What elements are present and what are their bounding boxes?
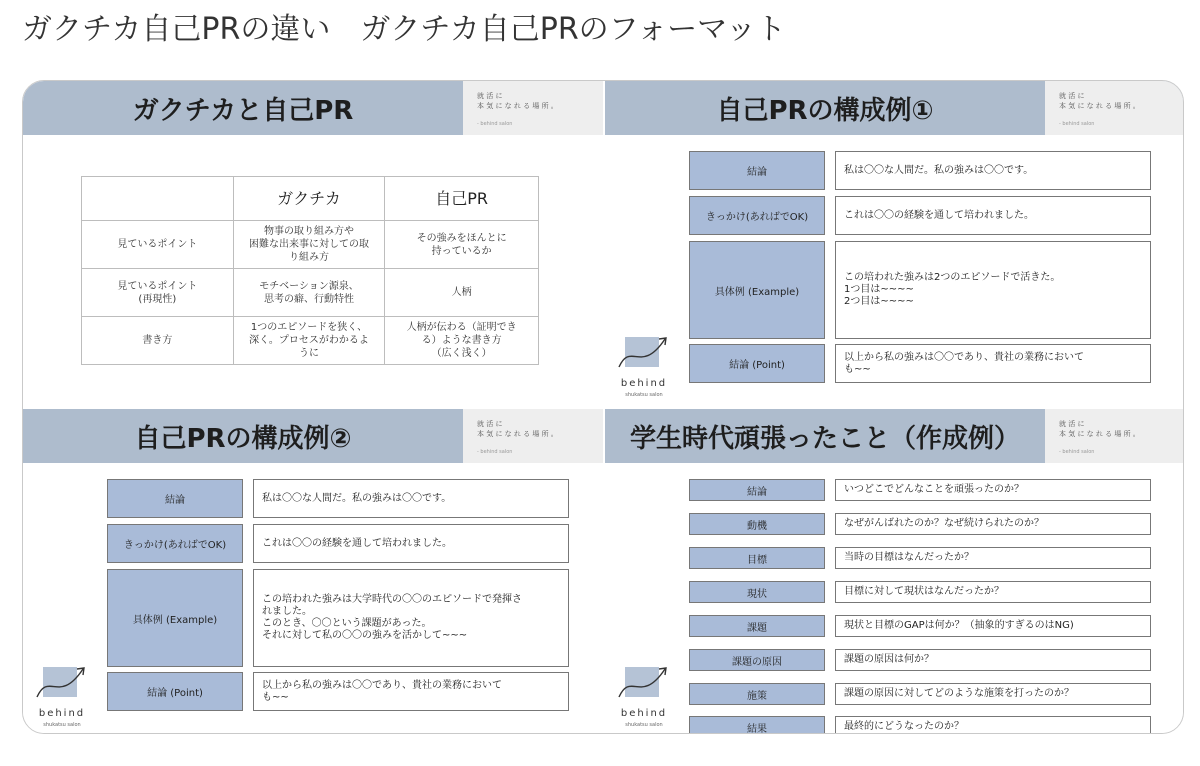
slide-header (605, 409, 1184, 463)
table-cell: 物事の取り組み方や 困難な出来事に対しての取 り組み方 (233, 221, 385, 269)
behind-logo (609, 661, 679, 733)
logo-mark-icon (617, 331, 673, 377)
slide-header (23, 409, 603, 463)
page-caption: ガクチカ自己PRの違い ガクチカ自己PRのフォーマット (22, 12, 786, 47)
logo-sub: shukatsu salon (43, 722, 81, 728)
row-text: 当時の目標はなんだったか？ (835, 547, 1151, 569)
table-row (82, 221, 539, 269)
row-label: 結論 (689, 479, 825, 501)
logo-sub: shukatsu salon (625, 392, 663, 398)
row-text: いつどこでどんなことを頑張ったのか？ (835, 479, 1151, 501)
slide-pr-structure-1 (605, 81, 1184, 407)
table-cell: 人柄 (385, 269, 539, 317)
row-text: 課題の原因は何か？ (835, 649, 1151, 671)
row-label: きっかけ(あればでOK) (689, 196, 825, 235)
table-row (82, 269, 539, 317)
logo-sub: shukatsu salon (625, 722, 663, 728)
tag-sub: - behind salon (1059, 121, 1095, 127)
table-row (82, 317, 539, 365)
row-label: 結論 (Point) (107, 672, 243, 711)
table-header-cell: 自己PR (385, 177, 539, 221)
row-text: 以上から私の強みは〇〇であり、貴社の業務において も~~ (835, 344, 1151, 383)
structure-row (107, 569, 569, 667)
table-header-row (82, 177, 539, 221)
row-label: 動機 (689, 513, 825, 535)
slide-pr-structure-2 (23, 409, 603, 734)
tag-line-1: 就 活 に (477, 420, 503, 428)
slides-board (22, 80, 1184, 734)
row-label: 施策 (689, 683, 825, 705)
slide-header (605, 81, 1184, 135)
structure-row (689, 196, 1151, 235)
structure-row (107, 524, 569, 563)
row-label: 現状 (689, 581, 825, 603)
row-text: この培われた強みは2つのエピソードで活きた。 1つ目は~~~~ 2つ目は~~~~ (835, 241, 1151, 339)
tag-sub: - behind salon (477, 449, 513, 455)
logo-word: behind (620, 378, 668, 389)
brand-tag (463, 409, 603, 463)
slide-gakuchika-example (605, 409, 1184, 734)
row-label: 結論 (Point) (689, 344, 825, 383)
row-label: 具体例 (Example) (689, 241, 825, 339)
table-cell: 書き方 (82, 317, 234, 365)
structure-row (689, 716, 1151, 734)
comparison-table (81, 176, 539, 365)
structure-row (107, 479, 569, 518)
table-cell: 見ているポイント (再現性) (82, 269, 234, 317)
row-label: 結論 (107, 479, 243, 518)
row-text: 最終的にどうなったのか？ (835, 716, 1151, 734)
structure-row (689, 513, 1151, 535)
structure-row (689, 683, 1151, 705)
slide-title: 自己PRの構成例② (134, 423, 352, 454)
slide-title: ガクチカと自己PR (132, 95, 354, 126)
behind-logo (609, 331, 679, 403)
tag-line-1: 就 活 に (1059, 92, 1085, 100)
table-cell: 見ているポイント (82, 221, 234, 269)
table-header-cell: ガクチカ (233, 177, 385, 221)
row-text: 私は〇〇な人間だ。私の強みは〇〇です。 (253, 479, 569, 518)
row-text: 私は〇〇な人間だ。私の強みは〇〇です。 (835, 151, 1151, 190)
structure-row (689, 479, 1151, 501)
structure-row (689, 547, 1151, 569)
row-label: きっかけ(あればでOK) (107, 524, 243, 563)
table-cell: その強みをほんとに 持っているか (385, 221, 539, 269)
row-text: なぜがんばれたのか？なぜ続けられたのか？ (835, 513, 1151, 535)
table-cell: モチベーション源泉、 思考の癖、行動特性 (233, 269, 385, 317)
structure-row (689, 151, 1151, 190)
row-label: 課題の原因 (689, 649, 825, 671)
structure-row (689, 241, 1151, 339)
row-text: これは〇〇の経験を通して培われました。 (253, 524, 569, 563)
tag-sub: - behind salon (477, 121, 513, 127)
tag-line-2: 本 気 に な れ る 場 所 。 (1059, 102, 1140, 110)
slide-gakuchika-vs-pr (23, 81, 603, 407)
table-cell: 人柄が伝わる（証明でき る）ような書き方 （広く浅く） (385, 317, 539, 365)
row-text: これは〇〇の経験を通して培われました。 (835, 196, 1151, 235)
brand-tag (1045, 81, 1184, 135)
slide-header (23, 81, 603, 135)
structure-row (689, 615, 1151, 637)
tag-line-1: 就 活 に (477, 92, 503, 100)
table-header-cell (82, 177, 234, 221)
tag-line-2: 本 気 に な れ る 場 所 。 (477, 430, 558, 438)
slide-title: 学生時代頑張ったこと（作成例） (629, 423, 1020, 454)
row-text: この培われた強みは大学時代の〇〇のエピソードで発揮さ れました。 このとき、〇〇という課題があった。 それに対して私の〇〇の強みを活かして~~~ (253, 569, 569, 667)
tag-line-2: 本 気 に な れ る 場 所 。 (477, 102, 558, 110)
row-label: 具体例 (Example) (107, 569, 243, 667)
behind-logo (27, 661, 97, 733)
brand-tag (463, 81, 603, 135)
logo-word: behind (38, 708, 86, 719)
row-text: 以上から私の強みは〇〇であり、貴社の業務において も~~ (253, 672, 569, 711)
slide-title: 自己PRの構成例① (716, 95, 934, 126)
row-label: 結論 (689, 151, 825, 190)
row-text: 目標に対して現状はなんだったか？ (835, 581, 1151, 603)
structure-row (107, 672, 569, 711)
row-text: 現状と目標のGAPは何か？（抽象的すぎるのはNG) (835, 615, 1151, 637)
structure-row (689, 649, 1151, 671)
logo-mark-icon (35, 661, 91, 707)
logo-word: behind (620, 708, 668, 719)
row-label: 結果 (689, 716, 825, 734)
row-label: 課題 (689, 615, 825, 637)
row-text: 課題の原因に対してどのような施策を打ったのか？ (835, 683, 1151, 705)
tag-line-1: 就 活 に (1059, 420, 1085, 428)
structure-row (689, 344, 1151, 383)
structure-row (689, 581, 1151, 603)
tag-sub: - behind salon (1059, 449, 1095, 455)
table-cell: 1つのエピソードを狭く、 深く。プロセスがわかるよ うに (233, 317, 385, 365)
row-label: 目標 (689, 547, 825, 569)
brand-tag (1045, 409, 1184, 463)
logo-mark-icon (617, 661, 673, 707)
tag-line-2: 本 気 に な れ る 場 所 。 (1059, 430, 1140, 438)
